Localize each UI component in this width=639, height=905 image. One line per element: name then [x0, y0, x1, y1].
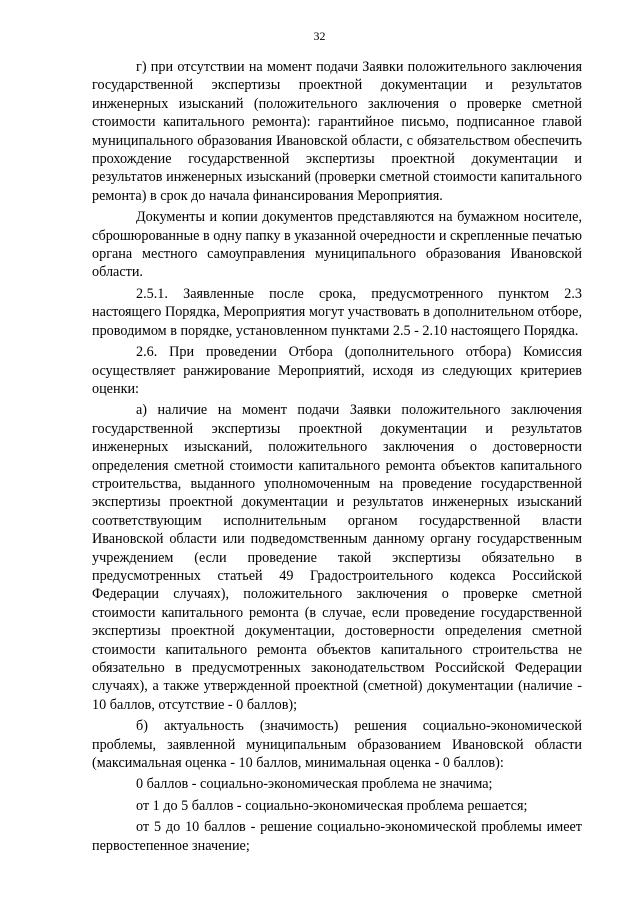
paragraph-2-6: 2.6. При проведении Отбора (дополнительного отбора) Комиссия осуществляет ранжирование Мероприятий, исходя из следующих критериев оценки: [92, 344, 582, 397]
paragraph-criterion-b: б) актуальность (значимость) решения социально-экономической проблемы, заявленной муниципальным образованием Ивановской области (максимальная оценка - 10 баллов, минимальная оценка - 0 баллов): [92, 718, 582, 772]
paragraph-criterion-a: а) наличие на момент подачи Заявки положительного заключения государственной экспертизы проектной документации и результатов инженерных изысканий, положительного заключения о достоверности определения сметной стоимости капитального ремонта объектов капитального строительства, выданного уполномоченным на проведение государственной экспертизы проектной документации и результатов инженерных изысканий соответствующим исполнительным органом государственной власти Ивановской области или подведомственным данному органу государственным учреждением (если проведение такой экспертизы обязательно в предусмотренных статьей 49 Градостроительного кодекса Российской Федерации случаях), положительного заключения о проверке сметной стоимости капитального ремонта (в случае, если проведение государственной экспертизы проектной документации, достоверности определения сметной стоимости капитального ремонта объектов капитального строительства не обязательно в предусмотренных законодательством Российской Федерации случаях), а также утвержденной проектной (сметной) документации (наличие - 10 баллов, отсутствие - 0 баллов); [92, 402, 582, 713]
document-body [92, 58, 582, 855]
page-number: 32 [313, 29, 326, 43]
paragraph-score-1-5: от 1 до 5 баллов - социально-экономическая проблема решается; [136, 797, 528, 814]
paragraph-documents: Документы и копии документов представляются на бумажном носителе, сброшюрованные в одну папку в указанной очередности и скрепленные печатью органа местного самоуправления муниципального образования Ивановской области. [92, 209, 582, 281]
paragraph-2-5-1: 2.5.1. Заявленные после срока, предусмотренного пунктом 2.3 настоящего Порядка, Мероприятия могут участвовать в дополнительном отборе, проводимом в порядке, установленном пунктами 2.5 - 2.10 настоящего Порядка. [92, 285, 582, 339]
paragraph-score-0: 0 баллов - социально-экономическая проблема не значима; [136, 776, 493, 793]
paragraph-item-g: г) при отсутствии на момент подачи Заявки положительного заключения государственной экспертизы проектной документации и результатов инженерных изысканий (положительного заключения о проверке сметной стоимости капитального ремонта): гарантийное письмо, подписанное главой муниципального образования Ивановской области, с обязательством обеспечить прохождение государственной экспертизы проектной документации и результатов инженерных изысканий (проверки сметной стоимости капитального ремонта) в срок до начала финансирования Мероприятия. [92, 59, 582, 204]
paragraph-score-5-10: от 5 до 10 баллов - решение социально-экономической проблемы имеет первостепенное значение; [92, 819, 582, 854]
